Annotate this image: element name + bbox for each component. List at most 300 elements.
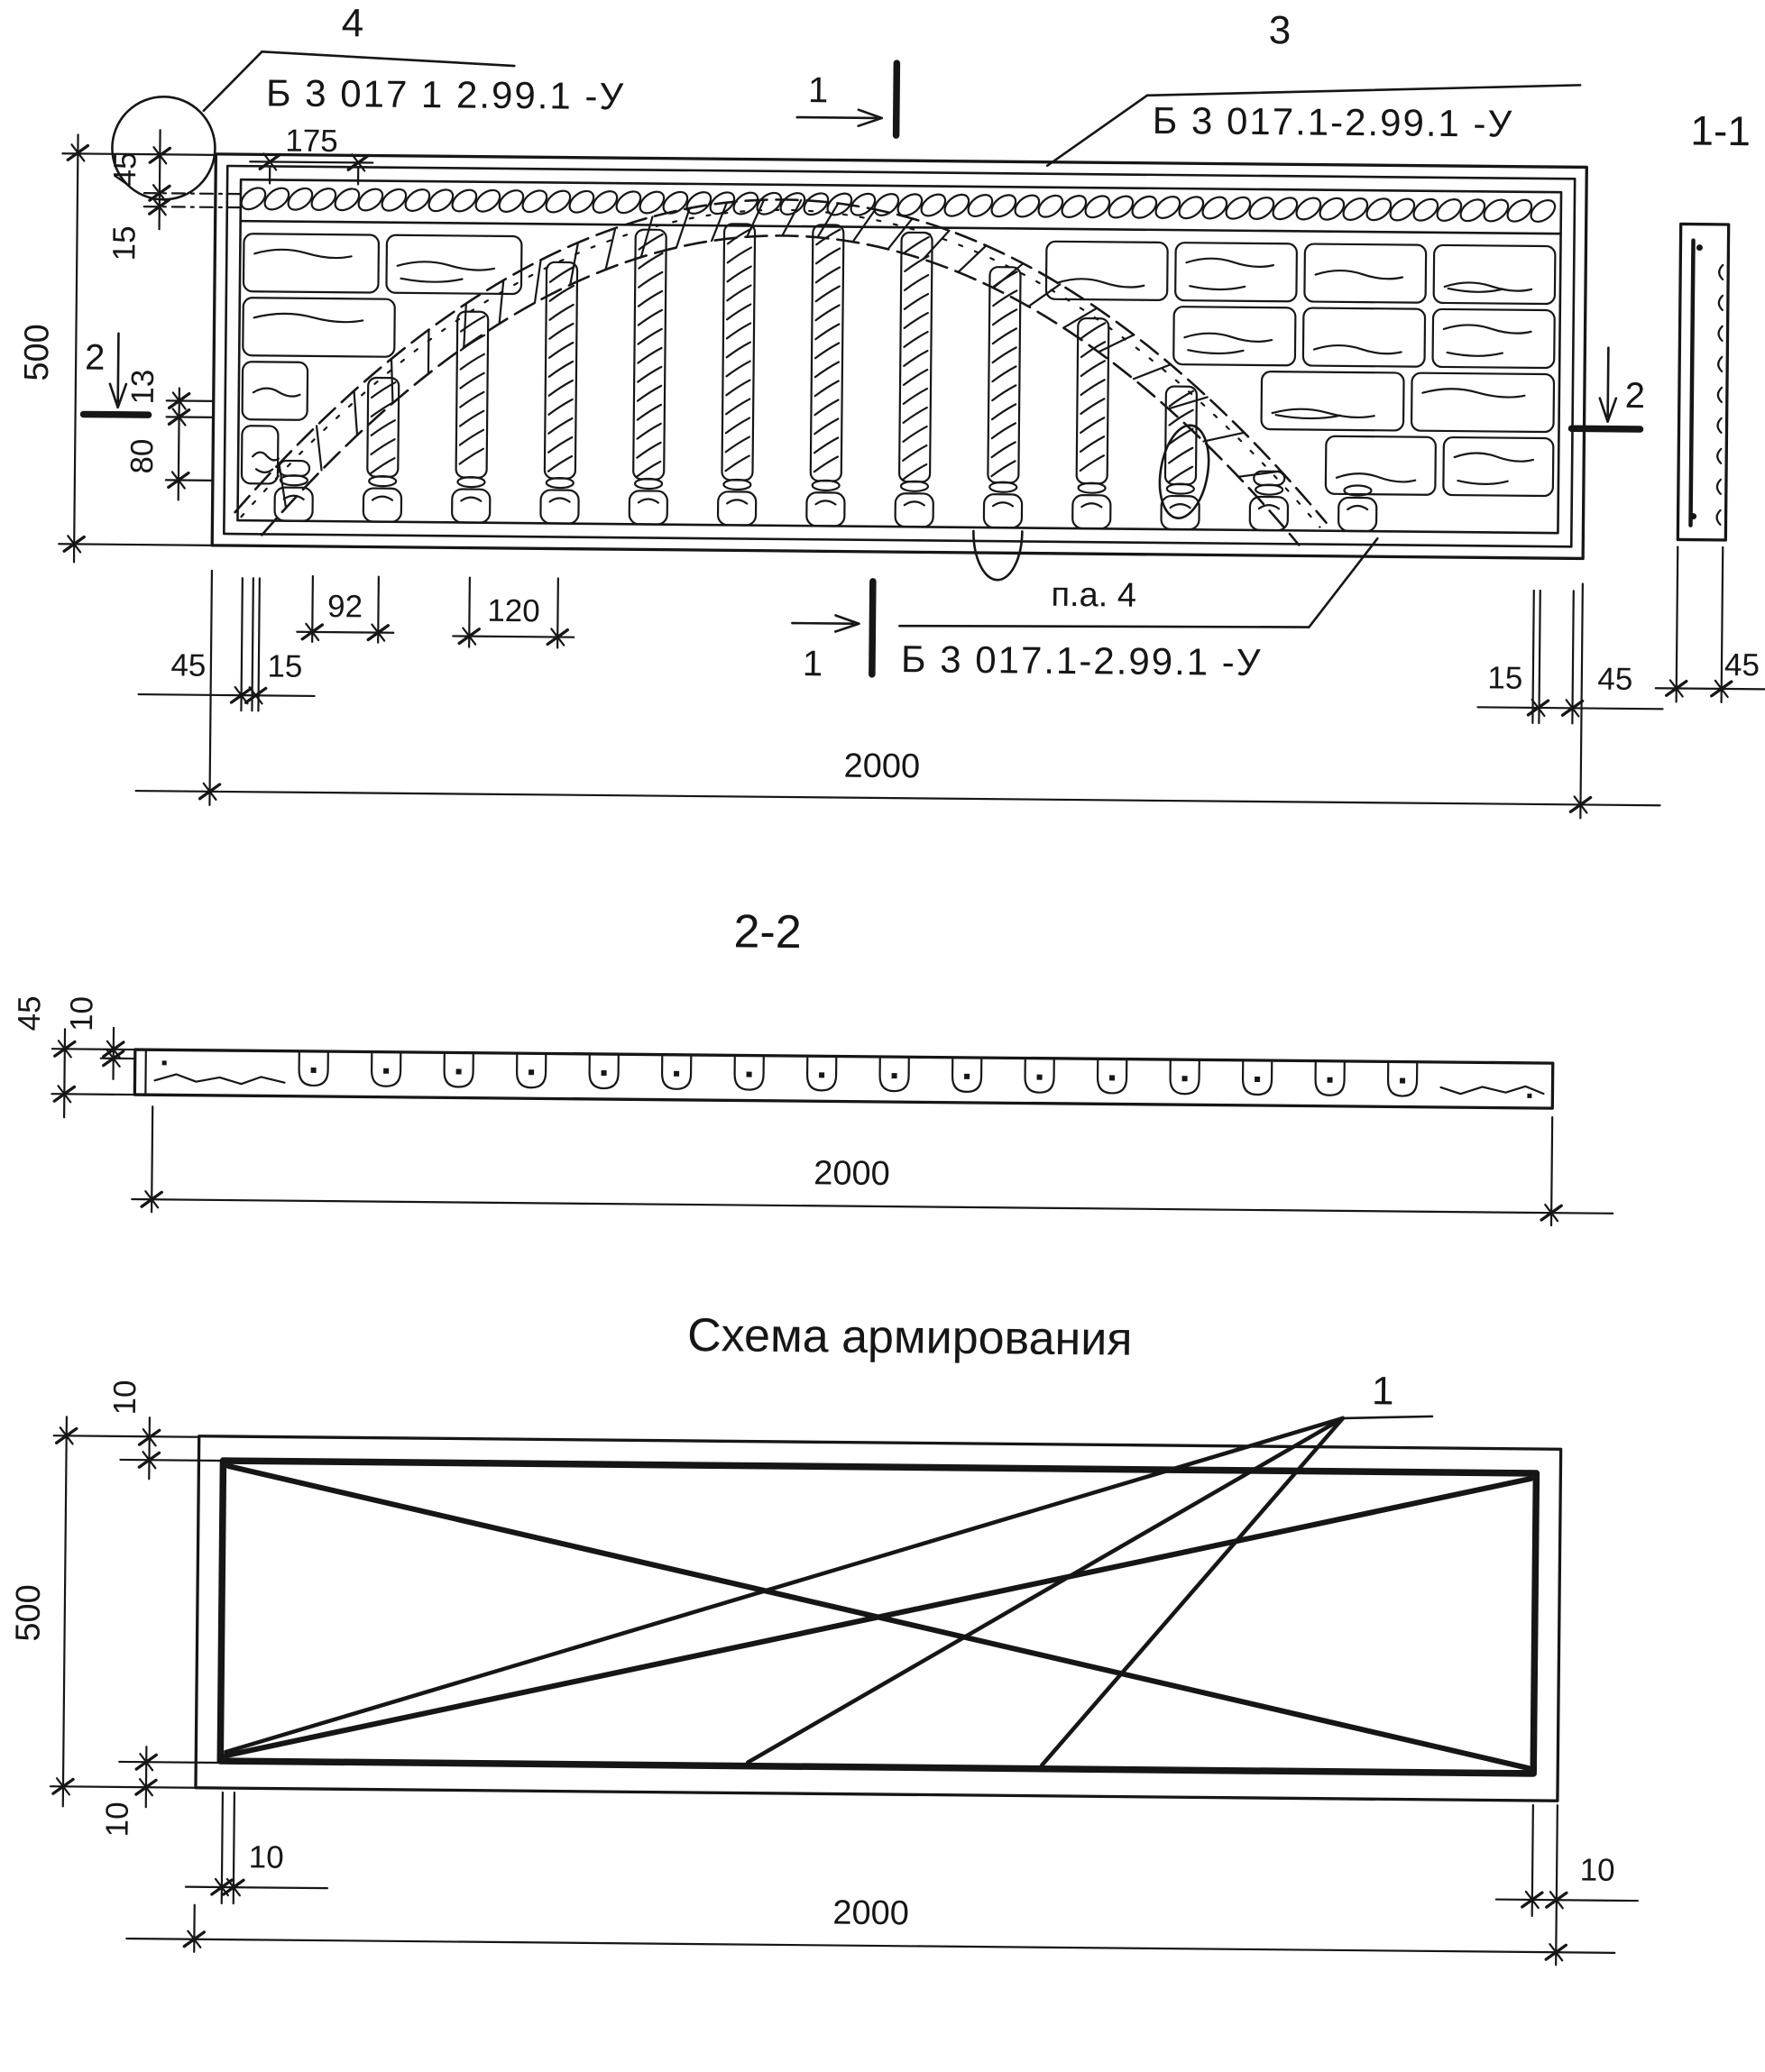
edge-bump (1718, 388, 1722, 402)
ext-br-a (1572, 591, 1573, 723)
edge-bump (1716, 510, 1720, 525)
baluster-twist (638, 367, 661, 382)
dimline-2000 (136, 791, 1660, 805)
reinforcement-title: Схема армирования (686, 1308, 1133, 1366)
baluster-twist (992, 404, 1016, 419)
rope-link (1011, 191, 1043, 221)
section-mark-2-left-label: 2 (84, 337, 106, 378)
rope-hatch (464, 304, 466, 348)
rope-link (519, 187, 550, 216)
rope-link (1105, 192, 1136, 222)
stone-texture (1457, 481, 1507, 484)
baluster-twist (549, 362, 573, 377)
baluster-twist (815, 343, 839, 358)
baluster-foot-line (372, 497, 392, 500)
rope-hatch (641, 216, 653, 257)
ext-11-a (1677, 546, 1678, 701)
rebar-dot (1328, 1077, 1333, 1083)
baluster-twist (639, 310, 662, 325)
reinforcement-scheme (6, 1303, 1643, 1966)
section-mark-2-left-bar (84, 414, 149, 415)
baluster-twist (638, 386, 661, 401)
dim-11-width-label: 45 (1724, 646, 1760, 683)
rope-hatch (924, 230, 950, 259)
rope-link (1457, 196, 1488, 225)
baluster-twist (549, 399, 573, 415)
baluster-twist (549, 343, 573, 358)
rope-hatch (500, 280, 504, 324)
section-2-2-title: 2-2 (733, 905, 802, 959)
dim-175-label: 175 (285, 123, 338, 160)
baluster-twist (728, 247, 751, 262)
stone-block (1432, 309, 1554, 368)
rope-link (589, 187, 621, 216)
baluster-twist (638, 424, 661, 439)
section-mark-1-top-label: 1 (807, 70, 829, 111)
dimline-22-45 (64, 1029, 65, 1117)
baluster-twist (1081, 323, 1105, 338)
ext-11-b (1722, 547, 1724, 702)
baluster-twist (1080, 417, 1104, 433)
rebar-dot (456, 1068, 462, 1074)
rope-link (237, 184, 269, 214)
baluster-twist (903, 445, 926, 461)
dimline-11-45 (1656, 688, 1765, 689)
baluster-foot-line (550, 498, 570, 501)
baluster-twist (639, 329, 662, 344)
ext-rs-bar-bottom (119, 1762, 220, 1763)
baluster-twist (1169, 467, 1192, 482)
rope-link (472, 186, 503, 215)
baluster-twist (726, 455, 749, 471)
callout-1-leader (1343, 1416, 1432, 1419)
rope-link (1034, 191, 1066, 221)
baluster-twist (639, 291, 662, 307)
rope-link (1081, 192, 1113, 222)
baluster-foot-line (1259, 505, 1279, 509)
rebar-dot (1037, 1075, 1043, 1080)
stone-texture (1422, 389, 1524, 398)
stone-block (1443, 437, 1553, 496)
stone-block (1046, 242, 1168, 300)
stone-texture (1184, 333, 1272, 342)
rebar-dot (1255, 1077, 1260, 1082)
rope-link (1269, 194, 1301, 224)
baluster-twist (639, 234, 663, 250)
rope-hatch (1203, 432, 1244, 442)
scan-tilt-group (3, 0, 1765, 1967)
baluster-twist (728, 266, 751, 281)
baluster-twist (905, 237, 928, 252)
arch-hatching (279, 195, 1283, 517)
baluster-twist (816, 267, 840, 282)
elevation-left-dims (16, 129, 242, 564)
section-mark-2-right-arrow-line (1608, 348, 1609, 417)
baluster-foot (718, 491, 756, 525)
baluster-twist (992, 423, 1016, 438)
dimline-rs-10-br (1496, 1900, 1638, 1902)
edge-bump (1717, 418, 1721, 433)
stone-texture (1337, 473, 1415, 482)
rope-link (1480, 196, 1512, 225)
rope-link (964, 190, 996, 220)
dim-spacing-b-label: 120 (487, 592, 540, 629)
baluster-twist (992, 366, 1016, 381)
ext-br-b2 (1539, 591, 1540, 723)
dimline-bl-45-15 (139, 694, 315, 696)
ext-22-len-b (1551, 1117, 1552, 1225)
rope-hatch (428, 330, 429, 374)
rope-link (308, 184, 339, 214)
rope-link (1152, 192, 1183, 222)
callout-pa4-code: Б 3 017.1-2.99.1 -У (900, 637, 1263, 684)
rope-link (331, 185, 363, 215)
dim-height-label: 500 (17, 324, 57, 381)
baluster-foot (630, 490, 667, 524)
rebar-dot (529, 1069, 534, 1075)
baluster-twist (548, 456, 572, 472)
section-mark-1-top (797, 62, 897, 135)
baluster-twist (814, 399, 838, 415)
stone-texture (1455, 453, 1533, 462)
rope-link (1199, 193, 1230, 223)
baluster-foot (363, 488, 401, 521)
baluster-twist (726, 436, 749, 452)
dim-rs-length-label: 2000 (832, 1893, 910, 1933)
edge-bump (1719, 296, 1723, 310)
dim-top-gap-label: 15 (106, 225, 142, 261)
rope-hatch (1028, 284, 1060, 307)
arch-lower-curve (262, 231, 1301, 546)
rope-link (1058, 191, 1089, 221)
ext-bl-b2 (258, 578, 259, 711)
stone-texture (254, 250, 351, 259)
elevation-bottom-dims (135, 570, 1663, 819)
section-mark-1-bottom-arrow-line (792, 623, 853, 624)
dimline-rs-10-bl (186, 1887, 327, 1889)
baluster-twist (726, 380, 749, 395)
section-1-1-outline (1678, 224, 1728, 539)
rope-link (261, 184, 292, 214)
concrete-crack-left (154, 1074, 284, 1084)
baluster-twist (461, 354, 484, 370)
baluster-foot-line (905, 501, 924, 505)
section-mark-1-bottom-bar (872, 582, 873, 674)
baluster-twist (903, 464, 926, 480)
callout-3 (1047, 6, 1581, 171)
baluster-shaft (279, 461, 309, 476)
rope-hatch (279, 463, 287, 508)
baluster-foot-line (639, 499, 658, 502)
dim-bl-edge-label: 45 (170, 647, 207, 683)
baluster-foot (1072, 495, 1110, 528)
stone-texture (1448, 289, 1503, 292)
rope-link (1339, 194, 1371, 224)
dim-rail-gap-label: 13 (124, 369, 161, 405)
section-mark-1-top-bar (896, 63, 897, 135)
dim-rs-cover-bottom-label: 10 (99, 1802, 135, 1838)
ext-rs-br-2 (1556, 1805, 1558, 1965)
section-mark-1-bottom (792, 581, 873, 684)
stone-texture (1444, 325, 1531, 334)
stone-texture (253, 453, 279, 461)
baluster-twist (815, 324, 839, 339)
baluster-twist (904, 408, 927, 423)
baluster-twist (727, 361, 750, 376)
section-1-1-title: 1-1 (1690, 106, 1751, 155)
baluster-foot-line (1081, 503, 1101, 507)
stone-block (1434, 245, 1556, 304)
rope-link (495, 186, 527, 215)
baluster-twist (905, 275, 928, 290)
stone-texture (253, 389, 300, 397)
baluster-foot (984, 494, 1022, 527)
baluster-twist (993, 328, 1016, 344)
baluster-foot-line (1347, 506, 1367, 509)
section-mark-2-right (1572, 347, 1646, 429)
dimline-500 (74, 134, 78, 562)
dim-22-shell-label: 10 (64, 995, 100, 1032)
baluster-twist (993, 347, 1016, 362)
baluster-twist (726, 417, 749, 433)
baluster-twist (1080, 436, 1104, 452)
section-mark-2-left-arrow-line (118, 334, 119, 402)
baluster-twist (371, 439, 394, 454)
rope-link (988, 191, 1019, 221)
section-mark-1-top-arrow-line (797, 117, 877, 118)
dim-br-edge-label: 45 (1597, 661, 1633, 697)
baluster-twist (639, 272, 662, 288)
section-1-1-view (1656, 106, 1765, 702)
baluster-twist (727, 342, 750, 357)
baluster-twist (1169, 448, 1192, 463)
baluster-twist (816, 286, 840, 301)
stone-texture (254, 314, 363, 323)
stone-texture (1448, 353, 1503, 356)
rope-hatch (958, 245, 986, 272)
section-1-1-rebar (1690, 241, 1693, 526)
rope-link (565, 187, 597, 216)
baluster-twist (904, 351, 927, 366)
callout-4-code: Б 3 017 1 2.99.1 -У (265, 71, 626, 118)
rope-link (284, 184, 316, 214)
rebar-dot (311, 1068, 317, 1073)
baluster-twist (460, 373, 483, 389)
baluster-foot-line (461, 497, 481, 500)
callout-pa4-label: п.а. 4 (1051, 575, 1137, 615)
baluster-twist (814, 456, 838, 472)
rope-link (1433, 195, 1465, 225)
rope-link (354, 185, 386, 215)
dim-spacing-a-label: 92 (326, 589, 363, 625)
baluster-twist (726, 399, 749, 414)
callout-4 (204, 0, 626, 117)
edge-bump (1718, 326, 1722, 341)
stone-block (1175, 243, 1297, 301)
stone-block (244, 234, 379, 292)
baluster-twist (905, 313, 928, 328)
rebar-dot-left (162, 1060, 167, 1065)
baluster-foot (540, 490, 578, 523)
baluster-twist (904, 370, 927, 385)
baluster-twist (903, 426, 926, 442)
rope-hatch (606, 228, 616, 270)
stone-texture (1190, 286, 1245, 289)
rebar-dot-top (1696, 244, 1703, 251)
stone-texture (1186, 258, 1273, 267)
dimline-rs-10-top (149, 1417, 150, 1479)
concrete-crack-right (1440, 1086, 1543, 1095)
rebar-dot (674, 1071, 679, 1077)
stone-texture (256, 469, 272, 472)
dimline-rs-10-bottom (146, 1747, 147, 1807)
dim-rs-cover-top-label: 10 (106, 1380, 143, 1416)
rope-link (1128, 192, 1160, 222)
baluster-twist (815, 305, 839, 320)
baluster-twist (460, 430, 483, 445)
rope-link (1222, 193, 1254, 223)
dim-rs-cover-bl-label: 10 (248, 1839, 284, 1875)
baluster-foot (452, 489, 490, 522)
rope-link (612, 188, 644, 217)
edge-bump (1717, 480, 1721, 494)
baluster-twist (727, 304, 750, 319)
section-2-2-view (10, 899, 1615, 1226)
rebar-dot (892, 1073, 897, 1078)
baluster-twist (905, 294, 928, 309)
dimline-45-15 (160, 130, 161, 229)
rope-link (1292, 194, 1324, 224)
baluster-foot-line (1171, 504, 1190, 508)
ext-bl-edge (209, 571, 211, 805)
callout-4-underline (262, 51, 514, 66)
dim-top-offset-label: 45 (107, 151, 143, 188)
dim-br-gap-label: 15 (1487, 660, 1523, 696)
rope-link (1246, 193, 1277, 223)
rebar-dot-right (1527, 1094, 1531, 1098)
rope-link (1386, 195, 1418, 225)
callout-4-number: 4 (341, 1, 364, 46)
baluster-twist (991, 461, 1015, 476)
baluster-twist (638, 405, 661, 420)
rope-hatch (676, 208, 690, 248)
callout-3-underline (1147, 81, 1580, 100)
dimline-22-2000 (132, 1199, 1613, 1214)
baluster-twist (637, 443, 660, 458)
ext-bl-a (241, 578, 242, 711)
baluster-twist (904, 389, 927, 404)
baluster-twist (904, 332, 927, 347)
stone-texture (1057, 279, 1144, 288)
dimline-rs-500 (63, 1416, 67, 1806)
edge-bump (1718, 357, 1722, 371)
baluster-twist (548, 437, 572, 453)
rope-link (941, 190, 972, 220)
dim-rs-height-label: 500 (9, 1584, 49, 1642)
ext-bottom (59, 544, 212, 546)
baluster-twist (1081, 380, 1105, 395)
baluster-twist (548, 418, 572, 434)
baluster-foot-line (993, 502, 1013, 506)
stone-texture (398, 261, 494, 270)
baluster-twist (549, 324, 573, 339)
rope-link (800, 189, 832, 219)
callout-3-code: Б 3 017.1-2.99.1 -У (1152, 98, 1514, 145)
rope-hatch (391, 359, 393, 403)
edge-bump (1717, 449, 1721, 463)
rebar-dot (819, 1072, 824, 1077)
callout-pa4-leader (1309, 538, 1377, 628)
rope-link (1410, 195, 1441, 225)
edge-bump (1719, 265, 1723, 280)
dim-bl-gap-label: 15 (267, 648, 303, 684)
stone-texture (1316, 270, 1402, 280)
baluster-twist (1080, 399, 1104, 414)
rope-link (1527, 196, 1558, 225)
rebar-dot-bottom (1690, 513, 1696, 519)
baluster-twist (460, 449, 483, 464)
rope-hatch (888, 218, 913, 249)
ext-rs-bottom (51, 1786, 196, 1788)
section-1-1-texture (1716, 265, 1723, 525)
balusters (274, 220, 1379, 532)
stone-block (1411, 373, 1554, 433)
rebar-dot (964, 1074, 970, 1079)
baluster-twist (814, 437, 838, 453)
elevation-view (14, 0, 1669, 819)
rope-link (917, 190, 949, 220)
rope-link (542, 187, 574, 216)
dim-rs-cover-br-label: 10 (1579, 1852, 1615, 1888)
baluster-foot-line (727, 500, 747, 503)
section-2-2-outline (134, 1050, 1552, 1108)
callout-4-leader (204, 51, 262, 112)
baluster-twist (550, 305, 574, 320)
rebar-dot (602, 1070, 607, 1076)
baluster-foot (896, 493, 933, 527)
baluster-foot (274, 488, 312, 521)
ext-rs-bar-top (120, 1460, 223, 1461)
baluster-twist (1080, 455, 1104, 471)
dim-22-height-label: 45 (12, 995, 48, 1031)
baluster-twist (993, 309, 1016, 325)
rebar-dot (747, 1072, 752, 1077)
rebar-dot (383, 1068, 389, 1074)
rope-link (1503, 196, 1535, 225)
section-mark-2-right-bar (1572, 428, 1641, 429)
baluster-twist (371, 458, 394, 473)
rope-link (425, 186, 456, 215)
stone-texture (1314, 345, 1402, 354)
baluster-twist (460, 411, 483, 426)
dimline-rs-2000 (126, 1939, 1614, 1953)
callout-pa4-overline (899, 623, 1309, 629)
baluster-twist (727, 323, 750, 338)
baluster-twist (815, 362, 839, 377)
rope-link (1316, 194, 1347, 224)
baluster-twist (549, 380, 573, 396)
stone-block (1326, 436, 1436, 495)
stone-block (242, 426, 279, 483)
dim-rail-height-label: 80 (124, 438, 161, 474)
section-mark-2-right-label: 2 (1624, 375, 1646, 417)
rope-link (378, 185, 409, 215)
dim-22-length-label: 2000 (814, 1154, 891, 1194)
baluster-twist (992, 385, 1016, 400)
baluster-foot (1338, 498, 1376, 531)
baluster-twist (372, 420, 395, 435)
baluster-twist (727, 285, 750, 300)
